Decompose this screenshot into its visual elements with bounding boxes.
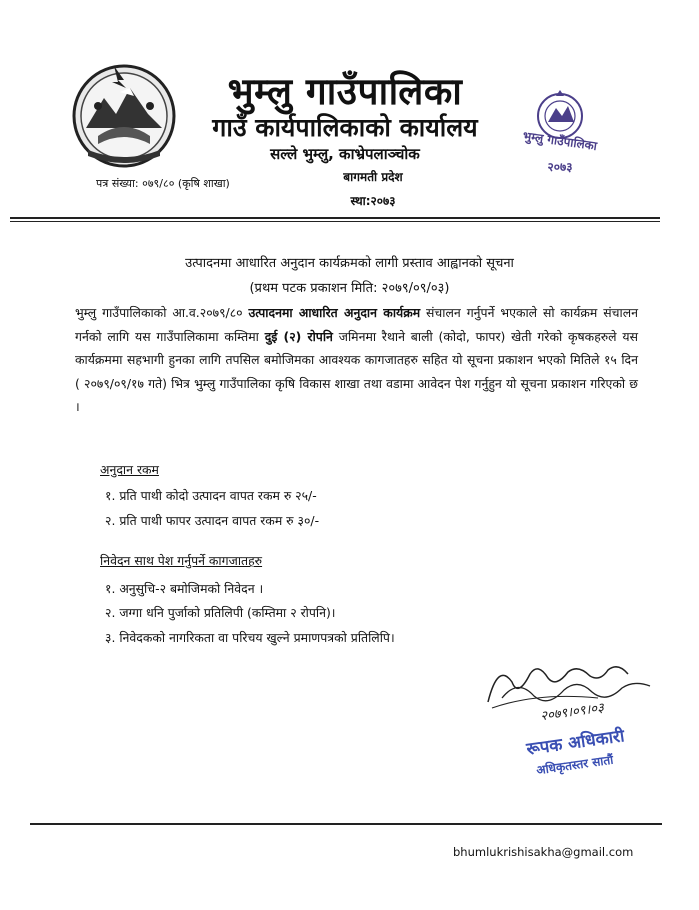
body-minimum-land: दुई (२) रोपनि <box>264 328 333 344</box>
stamp-title: अधिकृतस्तर सातौं <box>535 752 615 778</box>
grant-heading: अनुदान रकम <box>100 462 159 477</box>
seal-year: २०७३ <box>547 160 573 174</box>
office-address: सल्ले भुम्लु, काभ्रेपलाञ्चोक <box>270 145 420 163</box>
grant-item-1: १. प्रति पाथी कोदो उत्पादन वापत रकम रु २५/- <box>105 488 317 503</box>
established-year: स्था:२०७३ <box>350 194 396 208</box>
notice-subtitle: (प्रथम पटक प्रकाशन मिति: २०७९/०९/०३) <box>249 281 450 296</box>
document-item-1: १. अनुसुचि-२ बमोजिमको निवेदन । <box>105 581 264 596</box>
document-item-2: २. जग्गा धनि पुर्जाको प्रतिलिपी (कम्तिमा २ रोपनि)। <box>105 605 336 620</box>
body-part-2: संचालन गर्नुपर्ने भएकाले सो कार्यक्रम संचालन गर्नको लागि यस गाउँपालिकामा कम्तिमा <box>75 305 638 344</box>
contact-email: bhumlukrishisakha@gmail.com <box>453 845 634 859</box>
documents-heading: निवेदन साथ पेश गर्नुपर्ने कागजातहरु <box>100 553 263 568</box>
notice-title: उत्पादनमा आधारित अनुदान कार्यक्रमको लागी प्रस्ताव आह्वानको सूचना <box>185 256 514 271</box>
document-item-3: ३. निवेदकको नागरिकता वा परिचय खुल्ने प्रमाणपत्रको प्रतिलिपि। <box>105 630 395 645</box>
municipality-seal <box>498 86 616 186</box>
header-divider-thin <box>10 221 660 222</box>
officer-stamp <box>522 724 642 784</box>
grant-item-2: २. प्रति पाथी फापर उत्पादन वापत रकम रु ३०/- <box>105 513 320 528</box>
province: बागमती प्रदेश <box>343 170 403 184</box>
nepal-emblem-icon <box>68 58 180 170</box>
stamp-name: रूपक अधिकारी <box>525 726 626 760</box>
notice-body <box>75 301 638 419</box>
seal-text: भुम्लु गाउँपालिका <box>521 128 598 154</box>
body-part-3: जमिनमा रैथाने बाली (कोदो, फापर) खेती गरेको कृषकहरुले यस कार्यक्रममा सहभागी हुनका लागि तपसिल बमोजिमका आवश्यक कागजातहरु सहित यो सूचना प्रकाशन भएको मितिले १५ दिन ( २०७९/०९/१७ गते) भित्र भुम्लु गाउँपालिका कृषि विकास शाखा तथा वडामा आवेदन पेश गर्नुहुन यो सूचना प्रकाशन गरिएको छ । <box>75 328 638 414</box>
footer-divider <box>30 823 662 825</box>
reference-number: पत्र संख्या: ०७९/८० (कृषि शाखा) <box>96 177 230 190</box>
office-name: भुम्लु गाउँपालिका <box>227 70 463 113</box>
header-divider <box>10 217 660 219</box>
office-subtitle: गाउँ कार्यपालिकाको कार्यालय <box>212 113 478 142</box>
body-program-name: उत्पादनमा आधारित अनुदान कार्यक्रम <box>248 305 421 320</box>
body-part-1: भुम्लु गाउँपालिकाको आ.व.२०७९/८० <box>75 305 249 320</box>
signature-date: २०७९।०९।०३ <box>539 700 605 725</box>
